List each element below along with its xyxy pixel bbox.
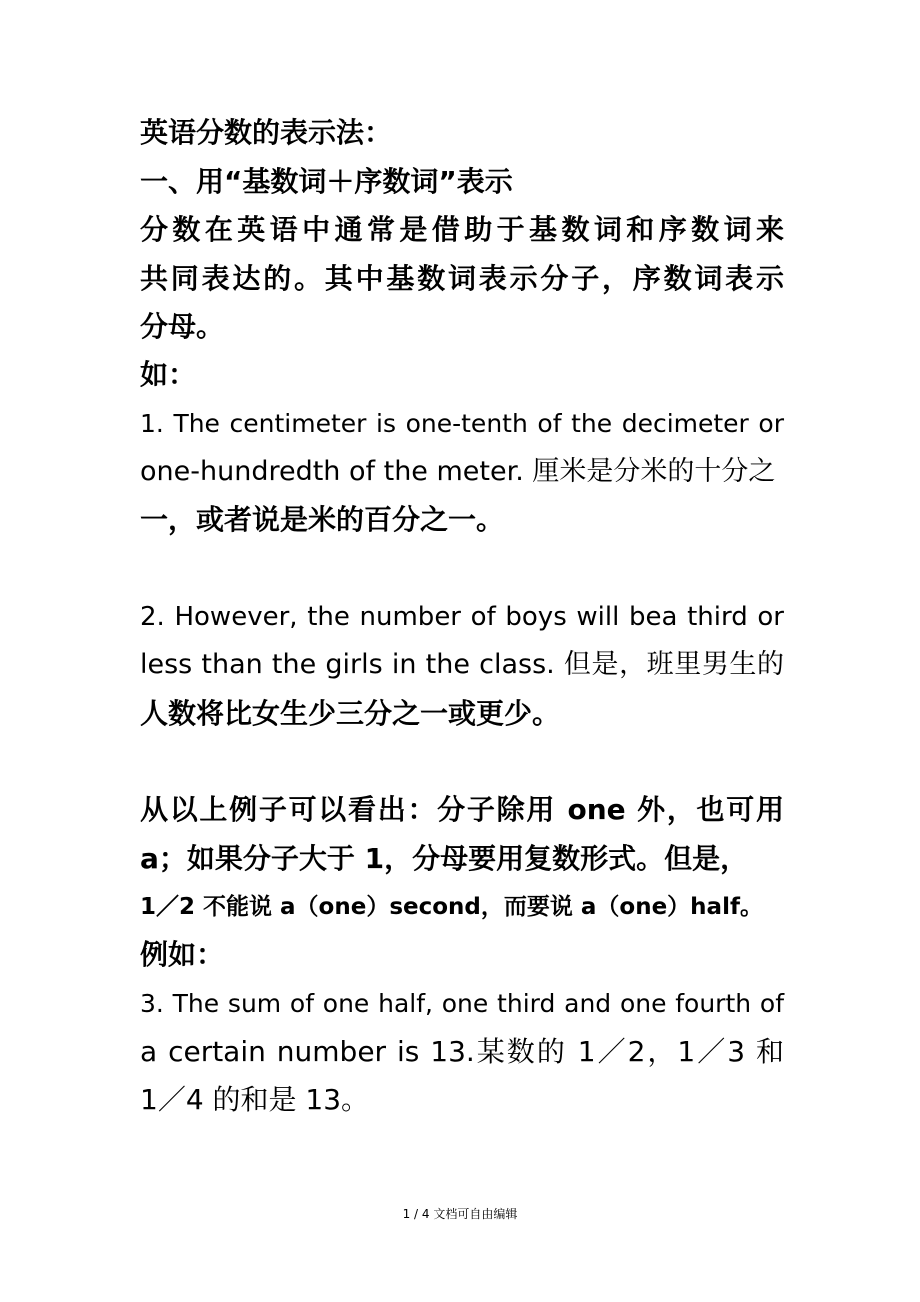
example-line: 3. The sum of one half, one third and one fourth of (140, 989, 784, 1018)
paragraph-line: 分母。 (140, 310, 225, 343)
example-line: 2. However, the number of boys will bea third or (140, 602, 784, 632)
example-line: one-hundredth of the meter. 厘米是分米的十分之 (140, 456, 776, 487)
paragraph-line: 从以上例子可以看出：分子除用 one 外，也可用 (140, 793, 784, 826)
example-line: 一，或者说是米的百分之一。 (140, 503, 505, 536)
example-line: a certain number is 13.某数的 1／2，1／3 和 (140, 1035, 784, 1068)
paragraph-line: 1／2 不能说 a（one）second，而要说 a（one）half。 (140, 894, 763, 920)
example-line: less than the girls in the class. 但是，班里男生的 (140, 649, 784, 680)
document-title: 英语分数的表示法： (140, 116, 393, 149)
paragraph-line: 分数在英语中通常是借助于基数词和序数词来 (140, 213, 784, 246)
page-footer: 1 / 4 文档可自由编辑 (402, 1207, 518, 1221)
paragraph-line: a；如果分子大于 1，分母要用复数形式。但是， (140, 842, 749, 875)
example-line: 人数将比女生少三分之一或更少。 (140, 697, 561, 730)
example-line: 1. The centimeter is one-tenth of the decimeter or (140, 409, 784, 438)
example-label: 如： (140, 358, 197, 391)
section-heading: 一、用“基数词＋序数词”表示 (140, 165, 513, 198)
example-line: 1／4 的和是 13。 (140, 1083, 370, 1116)
example-label: 例如： (140, 938, 225, 971)
paragraph-line: 共同表达的。其中基数词表示分子，序数词表示 (140, 262, 784, 295)
